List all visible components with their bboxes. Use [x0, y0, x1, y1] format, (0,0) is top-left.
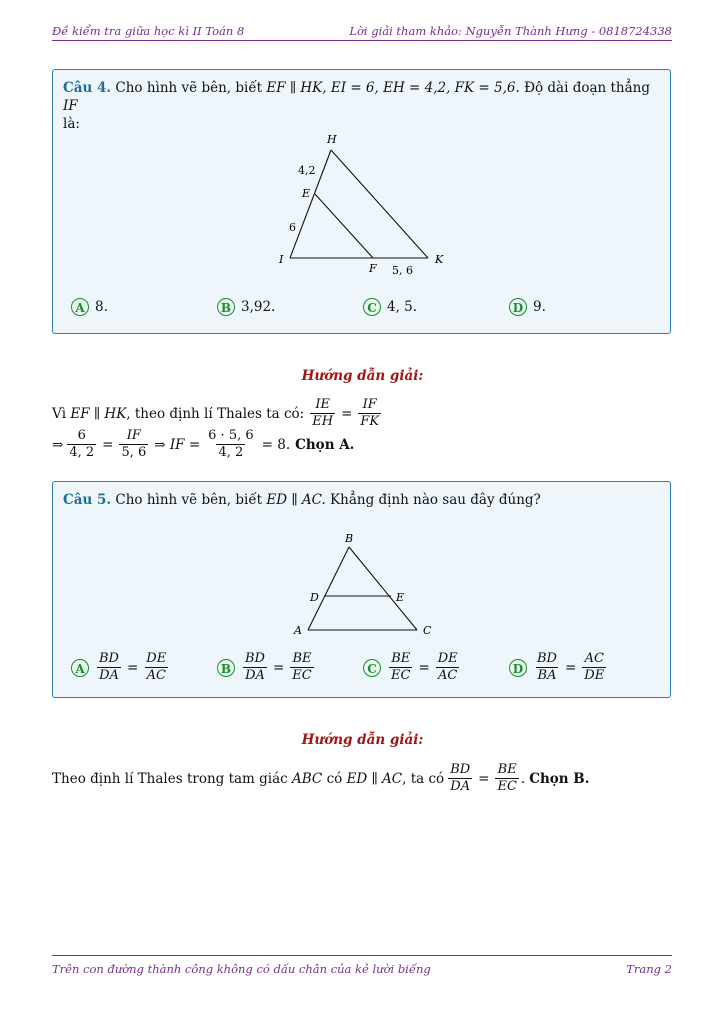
label-A: A [294, 624, 302, 637]
length-FK: 5, 6 [392, 264, 413, 277]
q5-condition: ED ∥ AC. [266, 492, 326, 508]
solution-4-heading: Hướng dẫn giải: [301, 368, 424, 384]
label-E: E [396, 591, 405, 604]
option-letter: A [71, 298, 89, 316]
solution-4-line-2: ⇒ $\frac{6}{4, 2}$ = $\frac{IF}{5, 6}$ ⇒ IF = $\frac{6 \cdot 5, 6}{4, 2}$ = 8. Chọn A. [52, 428, 355, 460]
sol4-condition: EF ∥ HK [70, 405, 127, 422]
implies-symbol: ⇒ [52, 436, 64, 453]
q4-option-d[interactable] [509, 298, 546, 316]
solution-5-heading: Hướng dẫn giải: [301, 732, 424, 748]
sol4-mid: ⇒ IF = [154, 436, 201, 453]
sol4-answer: Chọn A. [295, 436, 355, 453]
sol5-text-c: , ta có [402, 770, 445, 787]
fraction-if-56: $\frac{IF}{5, 6}$ [121, 428, 147, 460]
q4-condition: EF ∥ HK, EI = 6, EH = 4,2, FK = 5,6. [266, 80, 520, 96]
header-left: Đề kiểm tra giữa học kì II Toán 8 [52, 24, 245, 38]
q4-target: IF [63, 98, 78, 114]
q4-text-a: Cho hình vẽ bên, biết [115, 80, 263, 96]
q4-text-c: là: [63, 116, 80, 132]
label-I: I [279, 253, 284, 266]
q4-option-c[interactable] [363, 298, 417, 316]
q4-triangle-figure [53, 70, 672, 335]
option-letter: A [71, 659, 89, 677]
option-value: 3,92. [241, 299, 276, 315]
option-letter: C [363, 659, 381, 677]
q4-option-b[interactable] [217, 298, 275, 316]
sol5-text-b: có [326, 770, 343, 787]
length-EI: 6 [289, 221, 296, 234]
length-EH: 4,2 [298, 164, 316, 177]
label-D: D [310, 591, 319, 604]
sol5-triangle: ABC [292, 770, 323, 787]
sol4-text: Vì [52, 405, 67, 422]
q5-text-a: Cho hình vẽ bên, biết [115, 492, 263, 508]
label-C: C [423, 624, 432, 637]
question-4-box [52, 69, 671, 334]
footer-left: Trên con đường thành công không có dấu chân của kẻ lười biếng [52, 962, 431, 976]
option-letter: D [509, 659, 527, 677]
q5-option-a[interactable]: A $\frac{BD}{DA}$ = $\frac{DE}{AC}$ [71, 651, 170, 684]
solution-5-line: Theo định lí Thales trong tam giác ABC có ED ∥ AC , ta có $\frac{BD}{DA}$ = $\frac{BE}{EC}$ . Chọn B. [52, 762, 590, 794]
label-B: B [345, 532, 354, 545]
option-letter: B [217, 298, 235, 316]
q5-option-c[interactable]: C $\frac{BE}{EC}$ = $\frac{DE}{AC}$ [363, 651, 462, 684]
q4-option-a[interactable] [71, 298, 108, 316]
option-value: 8. [95, 299, 108, 315]
question-5-box [52, 481, 671, 698]
solution-4-line-1: Vì EF ∥ HK , theo định lí Thales ta có: $\frac{IE}{EH}$ = $\frac{IF}{FK}$ [52, 397, 380, 429]
q4-text-b: Độ dài đoạn thẳng [524, 80, 651, 96]
q5-text-b: Khẳng định nào sau đây đúng? [330, 492, 541, 508]
question-5-label: Câu 5. [63, 492, 112, 508]
q5-option-d[interactable]: D $\frac{BD}{BA}$ = $\frac{AC}{DE}$ [509, 651, 608, 684]
label-K: K [435, 253, 444, 266]
fraction-6-42: $\frac{6}{4, 2}$ [69, 428, 95, 460]
label-F: F [369, 262, 377, 275]
option-value: 9. [533, 299, 546, 315]
option-letter: D [509, 298, 527, 316]
option-letter: B [217, 659, 235, 677]
page-footer [52, 955, 672, 980]
sol5-text-a: Theo định lí Thales trong tam giác [52, 770, 288, 787]
q5-option-b[interactable]: B $\frac{BD}{DA}$ = $\frac{BE}{EC}$ [217, 651, 316, 684]
label-E: E [302, 187, 311, 200]
option-letter: C [363, 298, 381, 316]
page-header [52, 24, 672, 41]
option-value: 4, 5. [387, 299, 418, 315]
sol5-answer: Chọn B. [529, 770, 590, 787]
header-right: Lời giải tham khảo: Nguyễn Thành Hưng - 0818724338 [349, 24, 672, 38]
sol5-condition: ED ∥ AC [346, 770, 403, 787]
fraction-bd-da: $\frac{BD}{DA}$ [450, 762, 471, 794]
fraction-if-fk: $\frac{IF}{FK}$ [360, 397, 380, 429]
sol4-text2: , theo định lí Thales ta có: [126, 405, 305, 422]
fraction-ie-eh: $\frac{IE}{EH}$ [312, 397, 334, 429]
label-H: H [327, 133, 337, 146]
fraction-calc: $\frac{6 \cdot 5, 6}{4, 2}$ [208, 428, 254, 460]
question-4-label: Câu 4. [63, 80, 112, 96]
sol4-result: = 8. [261, 436, 291, 453]
fraction-be-ec: $\frac{BE}{EC}$ [497, 762, 517, 794]
footer-page-number: Trang 2 [626, 962, 672, 976]
